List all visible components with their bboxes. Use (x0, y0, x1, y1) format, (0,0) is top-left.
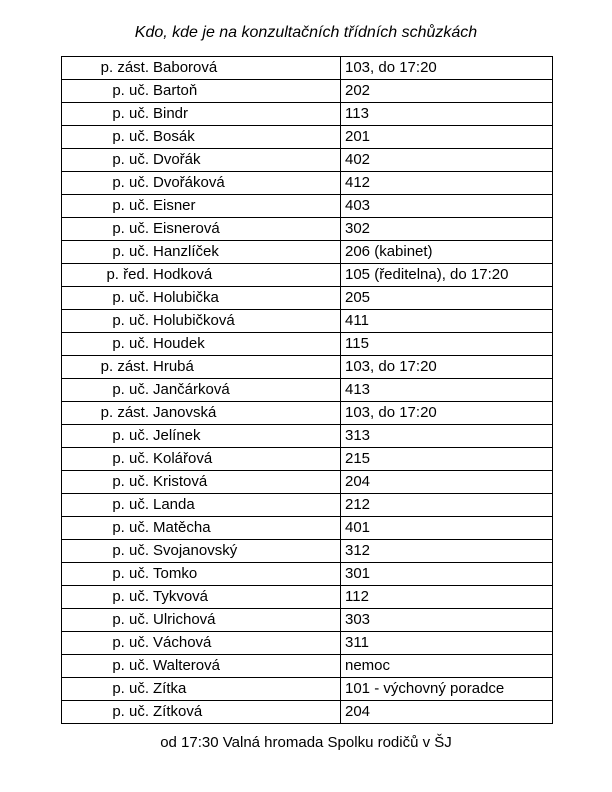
teacher-name (62, 287, 340, 309)
table-row (62, 333, 553, 356)
teacher-title: p. uč. (112, 473, 149, 490)
table-row (62, 632, 553, 655)
teacher-name-cell (62, 425, 341, 448)
table-row (62, 80, 553, 103)
room-cell: 204 (341, 701, 553, 724)
table-row (62, 448, 553, 471)
teacher-name (62, 310, 340, 332)
room-cell: 412 (341, 172, 553, 195)
teacher-title: p. uč. (112, 128, 149, 145)
teacher-surname: Matěcha (153, 519, 211, 536)
room-cell: 301 (341, 563, 553, 586)
table-row (62, 609, 553, 632)
teacher-name-cell (62, 586, 341, 609)
teacher-name-cell (62, 57, 341, 80)
teacher-title: p. uč. (112, 565, 149, 582)
page-title: Kdo, kde je na konzultačních třídních schůzkách (134, 24, 478, 41)
teacher-name-cell (62, 333, 341, 356)
teacher-title: p. uč. (112, 588, 149, 605)
teacher-title: p. uč. (112, 289, 149, 306)
table-row (62, 126, 553, 149)
teacher-surname: Váchová (153, 634, 212, 651)
teacher-surname: Kolářová (153, 450, 213, 467)
teacher-title: p. uč. (112, 174, 149, 191)
teacher-title: p. uč. (112, 657, 149, 674)
table-row (62, 540, 553, 563)
table-row (62, 310, 553, 333)
teacher-name-cell (62, 264, 341, 287)
room-cell: 112 (341, 586, 553, 609)
teacher-name-cell (62, 195, 341, 218)
teacher-surname: Eisnerová (153, 220, 220, 237)
teacher-title: p. uč. (112, 427, 149, 444)
teacher-surname: Bosák (153, 128, 195, 145)
teacher-name-cell (62, 172, 341, 195)
teacher-surname: Kristová (153, 473, 208, 490)
teacher-name (62, 425, 340, 447)
teacher-surname: Jančárková (153, 381, 230, 398)
teacher-surname: Jelínek (153, 427, 201, 444)
room-cell: 204 (341, 471, 553, 494)
teacher-title: p. zást. (100, 59, 149, 76)
teacher-name (62, 57, 340, 79)
teacher-name (62, 563, 340, 585)
teacher-title: p. uč. (112, 243, 149, 260)
teacher-name-cell (62, 126, 341, 149)
room-cell: 302 (341, 218, 553, 241)
room-cell: 402 (341, 149, 553, 172)
teacher-title: p. uč. (112, 220, 149, 237)
room-cell: 105 (ředitelna), do 17:20 (341, 264, 553, 287)
room-cell: 103, do 17:20 (341, 402, 553, 425)
consultation-table-body (62, 57, 553, 724)
teacher-surname: Tykvová (153, 588, 209, 605)
teacher-surname: Houdek (153, 335, 205, 352)
table-row (62, 287, 553, 310)
teacher-name (62, 333, 340, 355)
teacher-title: p. uč. (112, 519, 149, 536)
teacher-name (62, 586, 340, 608)
teacher-name-cell (62, 287, 341, 310)
teacher-surname: Bartoň (153, 82, 198, 99)
teacher-title: p. uč. (112, 542, 149, 559)
teacher-title: p. uč. (112, 381, 149, 398)
teacher-title: p. uč. (112, 82, 149, 99)
teacher-title: p. uč. (112, 611, 149, 628)
teacher-surname: Landa (153, 496, 195, 513)
teacher-name (62, 609, 340, 631)
room-cell: 202 (341, 80, 553, 103)
teacher-name (62, 678, 340, 700)
teacher-name (62, 448, 340, 470)
room-cell: 313 (341, 425, 553, 448)
table-row (62, 264, 553, 287)
teacher-name-cell (62, 402, 341, 425)
room-cell: 115 (341, 333, 553, 356)
teacher-name (62, 172, 340, 194)
teacher-surname: Zítka (153, 680, 187, 697)
teacher-surname: Hanzlíček (153, 243, 219, 260)
room-cell: 311 (341, 632, 553, 655)
teacher-title: p. zást. (100, 404, 149, 421)
room-cell: 312 (341, 540, 553, 563)
table-row (62, 678, 553, 701)
table-row (62, 402, 553, 425)
teacher-name (62, 655, 340, 677)
teacher-title: p. uč. (112, 335, 149, 352)
teacher-name-cell (62, 609, 341, 632)
teacher-name (62, 494, 340, 516)
teacher-name-cell (62, 494, 341, 517)
teacher-surname: Svojanovský (153, 542, 238, 559)
table-row (62, 494, 553, 517)
table-row (62, 517, 553, 540)
teacher-name (62, 103, 340, 125)
teacher-name (62, 402, 340, 424)
room-cell: 113 (341, 103, 553, 126)
teacher-name (62, 149, 340, 171)
teacher-name-cell (62, 448, 341, 471)
room-cell: 215 (341, 448, 553, 471)
room-cell: 212 (341, 494, 553, 517)
teacher-surname: Dvořák (153, 151, 201, 168)
teacher-title: p. uč. (112, 680, 149, 697)
teacher-title: p. řed. (106, 266, 149, 283)
teacher-name-cell (62, 563, 341, 586)
table-row (62, 563, 553, 586)
teacher-name-cell (62, 379, 341, 402)
table-row (62, 379, 553, 402)
table-row (62, 655, 553, 678)
teacher-name-cell (62, 701, 341, 724)
table-row (62, 241, 553, 264)
teacher-surname: Holubička (153, 289, 219, 306)
teacher-name-cell (62, 678, 341, 701)
room-cell: 401 (341, 517, 553, 540)
teacher-name (62, 356, 340, 378)
teacher-title: p. uč. (112, 197, 149, 214)
teacher-name-cell (62, 241, 341, 264)
teacher-name-cell (62, 632, 341, 655)
teacher-name (62, 540, 340, 562)
room-cell: 103, do 17:20 (341, 356, 553, 379)
table-row (62, 701, 553, 724)
teacher-title: p. uč. (112, 496, 149, 513)
table-row (62, 425, 553, 448)
teacher-name (62, 195, 340, 217)
teacher-name-cell (62, 356, 341, 379)
teacher-name (62, 379, 340, 401)
room-cell: 205 (341, 287, 553, 310)
teacher-name-cell (62, 218, 341, 241)
teacher-name-cell (62, 471, 341, 494)
teacher-title: p. uč. (112, 312, 149, 329)
teacher-title: p. uč. (112, 105, 149, 122)
teacher-surname: Bindr (153, 105, 189, 122)
teacher-title: p. zást. (100, 358, 149, 375)
teacher-name-cell (62, 149, 341, 172)
teacher-surname: Hrubá (153, 358, 194, 375)
table-row (62, 103, 553, 126)
teacher-surname: Walterová (153, 657, 220, 674)
room-cell: 411 (341, 310, 553, 333)
teacher-name (62, 80, 340, 102)
teacher-surname: Zítková (153, 703, 203, 720)
room-cell: 303 (341, 609, 553, 632)
teacher-name-cell (62, 80, 341, 103)
room-cell: 206 (kabinet) (341, 241, 553, 264)
table-row (62, 356, 553, 379)
teacher-name (62, 218, 340, 240)
table-row (62, 586, 553, 609)
teacher-name (62, 517, 340, 539)
teacher-surname: Dvořáková (153, 174, 225, 191)
table-row (62, 195, 553, 218)
consultation-table (61, 56, 553, 724)
table-row (62, 218, 553, 241)
room-cell: 403 (341, 195, 553, 218)
teacher-surname: Holubičková (153, 312, 235, 329)
teacher-name (62, 471, 340, 493)
room-cell: 103, do 17:20 (341, 57, 553, 80)
teacher-title: p. uč. (112, 703, 149, 720)
teacher-surname: Hodková (153, 266, 213, 283)
teacher-name-cell (62, 310, 341, 333)
teacher-name (62, 264, 340, 286)
teacher-surname: Baborová (153, 59, 218, 76)
table-row (62, 57, 553, 80)
room-cell: 201 (341, 126, 553, 149)
room-cell: 101 - výchovný poradce (341, 678, 553, 701)
teacher-name-cell (62, 103, 341, 126)
room-cell: nemoc (341, 655, 553, 678)
teacher-title: p. uč. (112, 450, 149, 467)
teacher-name-cell (62, 540, 341, 563)
teacher-name (62, 126, 340, 148)
teacher-surname: Eisner (153, 197, 196, 214)
teacher-surname: Janovská (153, 404, 217, 421)
teacher-name (62, 241, 340, 263)
table-row (62, 471, 553, 494)
teacher-title: p. uč. (112, 151, 149, 168)
teacher-surname: Tomko (153, 565, 198, 582)
teacher-name-cell (62, 517, 341, 540)
teacher-title: p. uč. (112, 634, 149, 651)
teacher-name-cell (62, 655, 341, 678)
table-row (62, 149, 553, 172)
room-cell: 413 (341, 379, 553, 402)
footer-note: od 17:30 Valná hromada Spolku rodičů v ŠJ (160, 734, 452, 751)
teacher-name (62, 701, 340, 723)
teacher-surname: Ulrichová (153, 611, 216, 628)
table-row (62, 172, 553, 195)
teacher-name (62, 632, 340, 654)
